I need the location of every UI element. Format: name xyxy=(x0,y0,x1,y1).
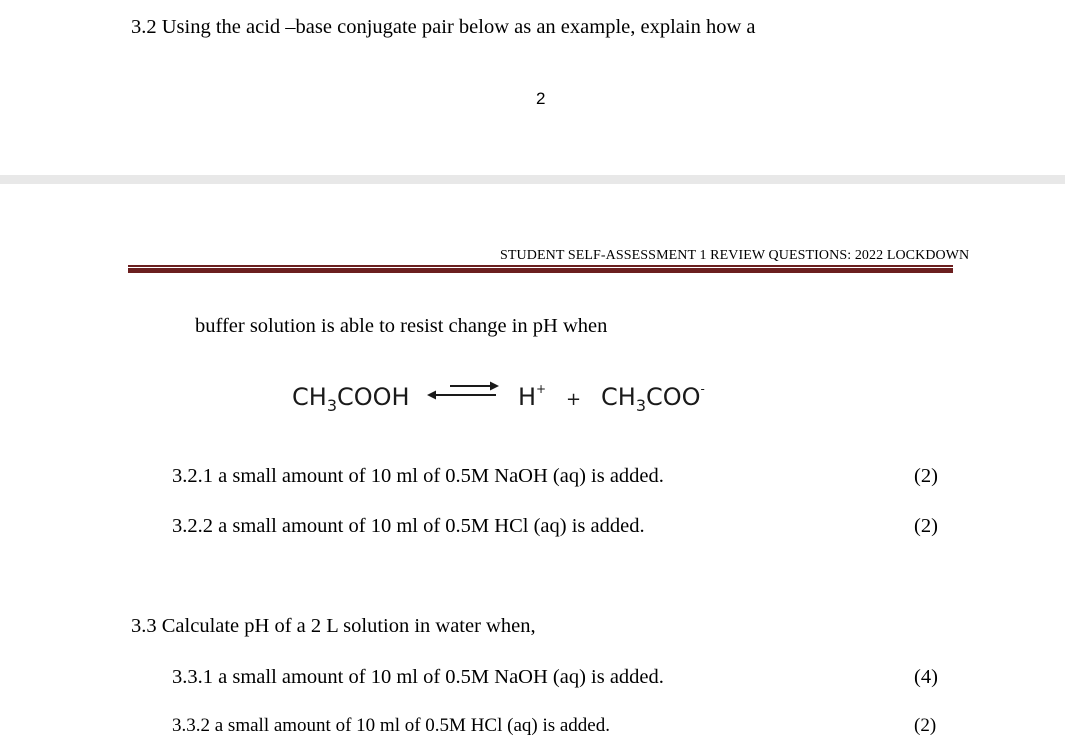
chemical-equation xyxy=(290,374,720,418)
header-rule-thin xyxy=(128,265,953,267)
page-separator xyxy=(0,175,1065,184)
reactant-formula: $CH_3COOH$ xyxy=(292,383,410,415)
equation-svg xyxy=(290,374,720,418)
question-3-2-text: 3.2 Using the acid –base conjugate pair below as an example, explain how a xyxy=(131,16,756,38)
marks-3-3-2: (2) xyxy=(914,715,937,736)
subquestion-3-3-1: 3.3.1 a small amount of 10 ml of 0.5M NaOH (aq) is added. xyxy=(172,666,664,688)
marks-3-2-2: (2) xyxy=(914,515,938,537)
marks-3-3-1: (4) xyxy=(914,666,938,688)
marks-3-2-1: (2) xyxy=(914,465,938,487)
running-header: STUDENT SELF-ASSESSMENT 1 REVIEW QUESTIONS: 2022 LOCKDOWN xyxy=(500,248,970,263)
question-3-3-text: 3.3 Calculate pH of a 2 L solution in water when, xyxy=(131,615,536,637)
product-formula: $CH_3COO^-$ xyxy=(601,382,705,415)
subquestion-3-2-2: 3.2.2 a small amount of 10 ml of 0.5M HCl (aq) is added. xyxy=(172,515,645,537)
subquestion-3-2-1: 3.2.1 a small amount of 10 ml of 0.5M NaOH (aq) is added. xyxy=(172,465,664,487)
question-3-2-continuation: buffer solution is able to resist change in pH when xyxy=(195,315,608,337)
header-rule-thick xyxy=(128,268,953,273)
plus-sign: + xyxy=(566,389,582,410)
page-number: 2 xyxy=(536,89,546,108)
equilibrium-arrow-icon xyxy=(427,382,499,400)
subquestion-3-3-2: 3.3.2 a small amount of 10 ml of 0.5M HCl (aq) is added. xyxy=(172,715,610,736)
proton: H+ xyxy=(518,382,547,411)
